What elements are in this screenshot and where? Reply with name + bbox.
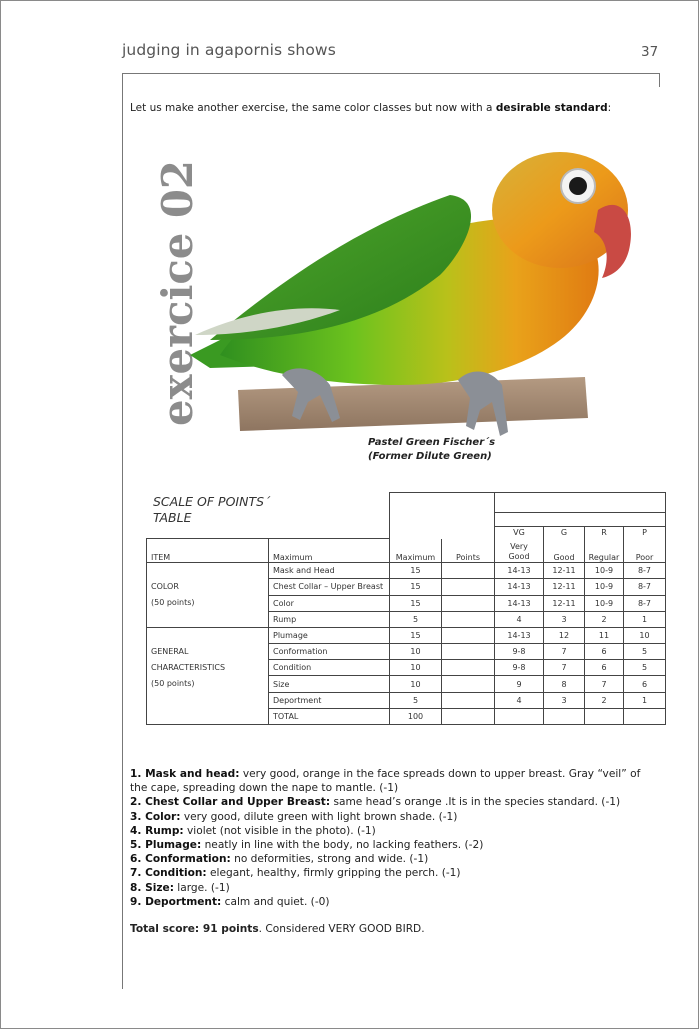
group-general-name2: CHARACTERISTICS	[151, 663, 226, 672]
row-vg: 14-13	[495, 595, 544, 611]
header-maximum-item: Maximum	[269, 539, 390, 563]
lovebird-photo	[190, 140, 640, 450]
page-number: 37	[641, 44, 659, 60]
row-max: 5	[390, 611, 442, 627]
note-text: violet (not visible in the photo). (-1)	[183, 824, 376, 837]
row-vg: 4	[495, 692, 544, 708]
total-score-label: Total score: 91 points	[130, 923, 259, 935]
row-r: 10-9	[585, 579, 624, 595]
row-points	[442, 644, 495, 660]
row-p: 8-7	[624, 563, 666, 579]
grade-code-r: R	[601, 528, 607, 538]
note-text: very good, dilute green with light brown shade. (-1)	[180, 810, 458, 823]
row-p: 5	[624, 660, 666, 676]
note-text: same head’s orange .It is in the species standard. (-1)	[330, 796, 621, 809]
scale-table-title-line2: TABLE	[153, 510, 192, 525]
row-max: 15	[390, 579, 442, 595]
row-vg: 9-8	[495, 644, 544, 660]
note-item	[130, 810, 660, 824]
note-text: no deformities, strong and wide. (-1)	[230, 853, 429, 866]
figure-caption-line2: (Former Dilute Green)	[368, 451, 492, 462]
row-points	[442, 611, 495, 627]
total-label: TOTAL	[269, 708, 390, 724]
intro-paragraph	[130, 102, 611, 114]
row-p: 1	[624, 611, 666, 627]
group-general-name: GENERAL	[151, 647, 189, 656]
row-item: Condition	[269, 660, 390, 676]
row-item: Conformation	[269, 644, 390, 660]
row-vg: 14-13	[495, 628, 544, 644]
total-score-text: . Considered VERY GOOD BIRD.	[258, 923, 425, 935]
note-item	[130, 824, 660, 838]
header-very-good: Good	[508, 552, 530, 561]
row-r: 11	[585, 628, 624, 644]
row-p: 6	[624, 676, 666, 692]
note-label: 6. Conformation:	[130, 853, 231, 866]
note-label: 8. Size:	[130, 881, 174, 894]
header-rule	[122, 73, 659, 74]
note-text: very good, orange in the face spreads down to upper breast. Gray “veil” of the cape, spreading down the nape to mantle. (-1)	[130, 768, 641, 795]
row-g: 7	[544, 660, 585, 676]
note-item	[130, 895, 660, 909]
row-vg: 9-8	[495, 660, 544, 676]
exercise-title-text: exercice 02	[153, 158, 202, 426]
total-score	[130, 923, 425, 935]
grade-code-g: G	[560, 528, 568, 538]
intro-after: :	[607, 102, 612, 114]
header-maximum: Maximum	[390, 539, 442, 563]
row-max: 10	[390, 660, 442, 676]
group-color-points: (50 points)	[151, 598, 195, 607]
running-head: judging in agapornis shows	[122, 41, 336, 59]
note-item	[130, 767, 660, 795]
table-top-row	[147, 493, 666, 513]
row-g: 8	[544, 676, 585, 692]
row-r: 2	[585, 692, 624, 708]
row-max: 15	[390, 628, 442, 644]
table-spacer-row	[147, 513, 666, 527]
header-good: Good	[544, 539, 585, 563]
note-text: large. (-1)	[173, 881, 230, 894]
row-r: 10-9	[585, 595, 624, 611]
row-r: 10-9	[585, 563, 624, 579]
header-rule-tick	[659, 73, 660, 87]
note-label: 1. Mask and head:	[130, 768, 240, 780]
margin-rule	[122, 73, 123, 989]
row-g: 12-11	[544, 579, 585, 595]
row-max: 15	[390, 595, 442, 611]
row-p: 10	[624, 628, 666, 644]
group-label-general	[147, 628, 269, 725]
header-item: ITEM	[147, 539, 269, 563]
row-p: 8-7	[624, 595, 666, 611]
row-g: 12-11	[544, 595, 585, 611]
note-item	[130, 852, 660, 866]
note-label: 3. Color:	[130, 810, 181, 823]
note-text: elegant, healthy, firmly gripping the perch. (-1)	[206, 867, 461, 880]
row-g: 12-11	[544, 563, 585, 579]
perch	[238, 377, 588, 431]
row-points	[442, 579, 495, 595]
note-item	[130, 838, 660, 852]
row-vg: 9	[495, 676, 544, 692]
group-color-name: COLOR	[151, 582, 179, 591]
intro-text: Let us make another exercise, the same color classes but now with a	[130, 102, 496, 114]
table-row	[147, 563, 666, 579]
header-very: Very	[510, 542, 528, 551]
note-label: 7. Condition:	[130, 867, 207, 880]
row-r: 7	[585, 676, 624, 692]
row-item: Size	[269, 676, 390, 692]
row-vg: 4	[495, 611, 544, 627]
judging-notes	[130, 767, 660, 909]
row-max: 10	[390, 644, 442, 660]
note-label: 4. Rump:	[130, 824, 184, 837]
grade-code-p: P	[642, 528, 647, 538]
row-r: 2	[585, 611, 624, 627]
total-points	[442, 708, 495, 724]
row-points	[442, 660, 495, 676]
header-poor: Poor	[624, 539, 666, 563]
note-text: neatly in line with the body, no lacking feathers. (-2)	[201, 839, 484, 852]
row-item: Deportment	[269, 692, 390, 708]
row-r: 6	[585, 660, 624, 676]
row-points	[442, 628, 495, 644]
row-p: 1	[624, 692, 666, 708]
total-max: 100	[390, 708, 442, 724]
row-g: 12	[544, 628, 585, 644]
table-row	[147, 628, 666, 644]
row-item: Chest Collar – Upper Breast	[269, 579, 390, 595]
group-label-color	[147, 563, 269, 628]
header-regular: Regular	[585, 539, 624, 563]
row-item: Color	[269, 595, 390, 611]
row-max: 15	[390, 563, 442, 579]
row-vg: 14-13	[495, 563, 544, 579]
header-points: Points	[442, 539, 495, 563]
note-label: 2. Chest Collar and Upper Breast:	[130, 796, 331, 809]
note-item	[130, 881, 660, 895]
row-p: 8-7	[624, 579, 666, 595]
row-item: Mask and Head	[269, 563, 390, 579]
scale-of-points-table	[146, 492, 666, 725]
header-row	[147, 539, 666, 563]
eye	[569, 177, 587, 195]
row-item: Rump	[269, 611, 390, 627]
row-max: 10	[390, 676, 442, 692]
maximum-points-header-block	[390, 493, 495, 513]
row-max: 5	[390, 692, 442, 708]
row-vg: 14-13	[495, 579, 544, 595]
grade-header-block	[495, 493, 666, 513]
note-item	[130, 866, 660, 880]
row-p: 5	[624, 644, 666, 660]
grade-codes-row	[147, 527, 666, 539]
lovebird-illustration	[190, 140, 640, 450]
row-points	[442, 595, 495, 611]
note-text: calm and quiet. (-0)	[221, 895, 330, 908]
row-points	[442, 563, 495, 579]
scale-table-title-line1: SCALE OF POINTS´	[153, 494, 271, 509]
group-general-points: (50 points)	[151, 679, 195, 688]
grade-code-vg: VG	[513, 528, 525, 538]
row-item: Plumage	[269, 628, 390, 644]
note-item	[130, 795, 660, 809]
row-points	[442, 676, 495, 692]
figure-caption	[368, 436, 495, 464]
figure-caption-line1: Pastel Green Fischer´s	[368, 437, 496, 448]
note-label: 5. Plumage:	[130, 839, 202, 852]
intro-emphasis: desirable standard	[495, 102, 608, 114]
row-points	[442, 692, 495, 708]
note-label: 9. Deportment:	[130, 895, 222, 908]
row-g: 7	[544, 644, 585, 660]
row-g: 3	[544, 611, 585, 627]
row-g: 3	[544, 692, 585, 708]
row-r: 6	[585, 644, 624, 660]
